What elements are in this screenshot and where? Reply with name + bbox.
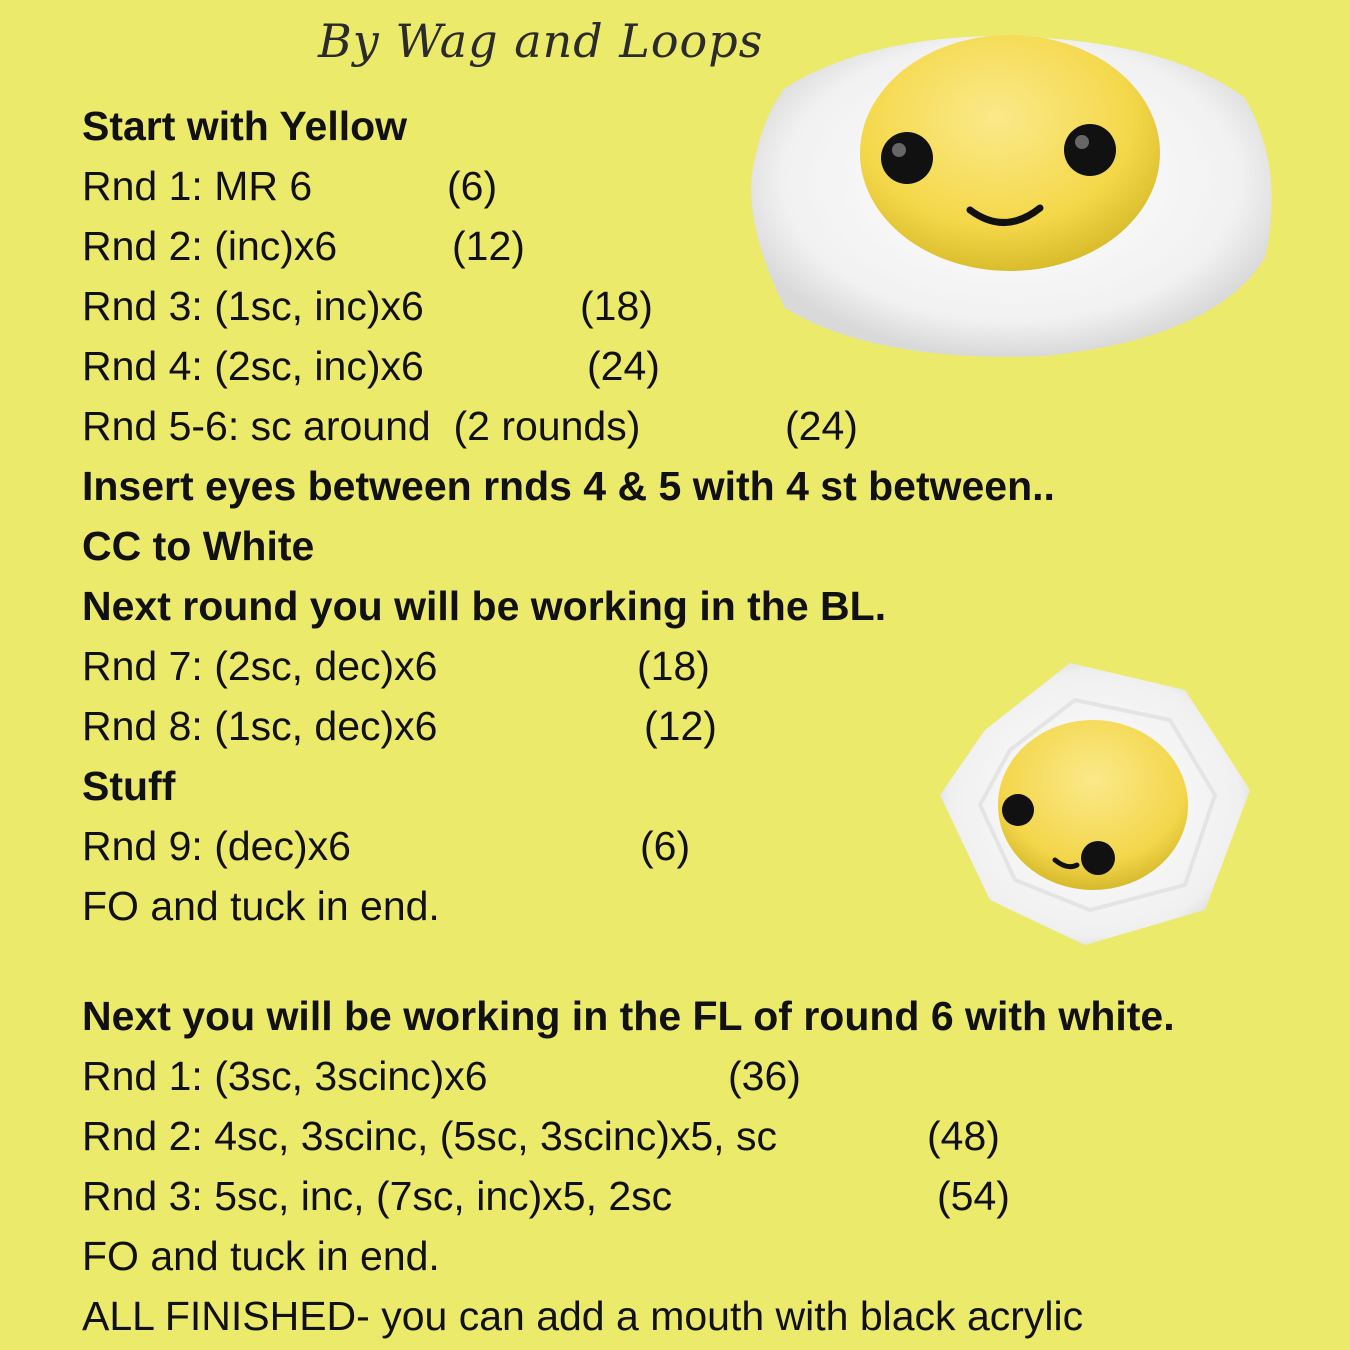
stitch-count: (18) (637, 643, 710, 689)
stitch-count: (48) (927, 1113, 1000, 1159)
egg-photo-small (935, 655, 1260, 950)
instruction-insert-eyes: Insert eyes between rnds 4 & 5 with 4 st between.. (82, 463, 1055, 509)
stitch-count: (18) (580, 283, 653, 329)
pattern-line: Rnd 9: (dec)x6 (6) (82, 823, 691, 869)
pattern-line: Rnd 1: (3sc, 3scinc)x6 (36) (82, 1053, 801, 1099)
pattern-line: Rnd 7: (2sc, dec)x6 (18) (82, 643, 710, 689)
pattern-line: Rnd 2: 4sc, 3scinc, (5sc, 3scinc)x5, sc (48) (82, 1113, 1000, 1159)
pattern-line: ALL FINISHED- you can add a mouth with black acrylic (82, 1293, 1084, 1339)
heading-start-yellow: Start with Yellow (82, 103, 408, 149)
pattern-line: Rnd 5-6: sc around (2 rounds) (24) (82, 403, 858, 449)
stitch-count: (54) (937, 1173, 1010, 1219)
stitch-count: (6) (640, 823, 691, 869)
instruction-stuff: Stuff (82, 763, 176, 809)
instruction-change-color: CC to White (82, 523, 315, 569)
pattern-line: Rnd 2: (inc)x6 (12) (82, 223, 525, 269)
pattern-line: Rnd 8: (1sc, dec)x6 (12) (82, 703, 717, 749)
stitch-count: (12) (644, 703, 717, 749)
pattern-line: Rnd 4: (2sc, inc)x6 (24) (82, 343, 660, 389)
instruction-back-loop: Next round you will be working in the BL. (82, 583, 887, 629)
pattern-line: FO and tuck in end. (82, 1233, 440, 1279)
instruction-front-loop: Next you will be working in the FL of round 6 with white. (82, 993, 1175, 1039)
stitch-count: (24) (587, 343, 660, 389)
stitch-count: (36) (728, 1053, 801, 1099)
stitch-count: (24) (785, 403, 858, 449)
pattern-line: FO and tuck in end. (82, 883, 440, 929)
stitch-count: (12) (452, 223, 525, 269)
byline: By Wag and Loops (318, 14, 764, 68)
egg-photo-large (745, 18, 1285, 368)
stitch-count: (6) (447, 163, 498, 209)
pattern-line: Rnd 3: (1sc, inc)x6 (18) (82, 283, 653, 329)
pattern-line: Rnd 3: 5sc, inc, (7sc, inc)x5, 2sc (54) (82, 1173, 1010, 1219)
pattern-line: Rnd 1: MR 6 (6) (82, 163, 498, 209)
